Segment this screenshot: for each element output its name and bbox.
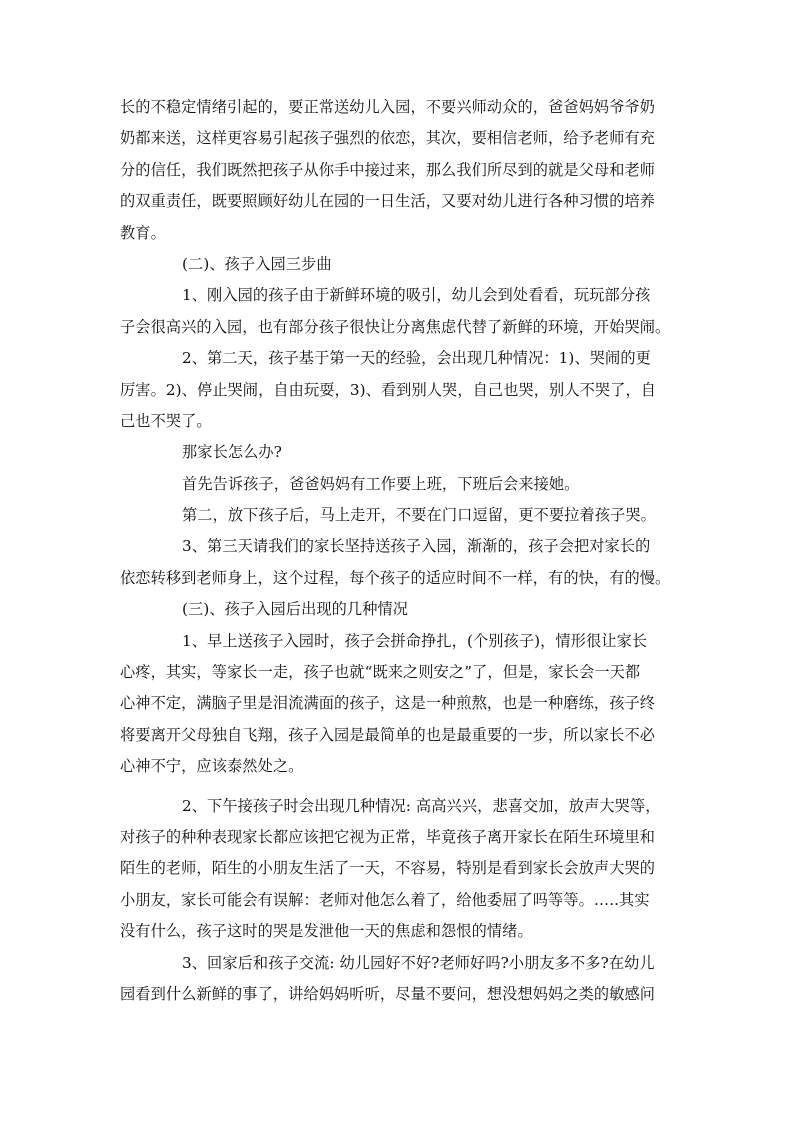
text-line: 心神不宁，应该泰然处之。 <box>120 757 304 776</box>
text-line: 分的信任，我们既然把孩子从你手中接过来，那么我们所尽到的就是父母和老师 <box>120 160 656 179</box>
paragraph <box>120 948 680 1011</box>
paragraph <box>120 626 680 783</box>
text-line: 心疼，其实，等家长一走，孩子也就“既来之则安之”了，但是，家长会一天都 <box>120 663 641 682</box>
text-line: 第二，放下孩子后，马上走开，不要在门口逗留，更不要拉着孩子哭。 <box>182 506 656 525</box>
text-line: 依恋转移到老师身上，这个过程，每个孩子的适应时间不一样，有的快，有的慢。 <box>120 568 671 587</box>
text-line: 小朋友，家长可能会有误解：老师对他怎么着了，给他委屈了吗等等。…..其实 <box>120 890 650 909</box>
paragraph <box>120 280 680 343</box>
text-line: 奶都来送，这样更容易引起孩子强烈的依恋，其次，要相信老师，给予老师有充 <box>120 129 656 148</box>
paragraph <box>120 437 680 468</box>
paragraph <box>120 531 680 594</box>
text-line: 子会很高兴的入园，也有部分孩子很快让分离焦虑代替了新鲜的环境，开始哭闹。 <box>120 317 671 336</box>
paragraph <box>120 500 680 531</box>
text-line: 厉害。2)、停止哭闹，自由玩耍，3)、看到别人哭，自己也哭，别人不哭了，自 <box>120 380 657 399</box>
paragraph <box>120 249 680 280</box>
text-line: 2、下午接孩子时会出现几种情况: 高高兴兴，悲喜交加，放声大哭等， <box>182 796 661 815</box>
text-line: 的双重责任，既要照顾好幼儿在园的一日生活，又要对幼儿进行各种习惯的培养 <box>120 192 656 211</box>
paragraph <box>120 594 680 625</box>
text-line: 对孩子的种种表现家长都应该把它视为正常，毕竟孩子离开家长在陌生环境里和 <box>120 827 656 846</box>
text-line: 心神不定，满脑子里是泪流满面的孩子，这是一种煎熬，也是一种磨练，孩子终 <box>120 694 656 713</box>
text-line: 将要离开父母独自飞翔，孩子入园是最简单的也是最重要的一步，所以家长不必 <box>120 725 656 744</box>
paragraph <box>120 791 680 948</box>
text-line: 那家长怎么办? <box>182 443 282 462</box>
paragraph <box>120 92 680 249</box>
text-line: 2、第二天，孩子基于第一天的经验，会出现几种情况：1)、哭闹的更 <box>182 349 651 368</box>
text-line: 3、第三天请我们的家长坚持送孩子入园，渐渐的，孩子会把对家长的 <box>182 537 651 556</box>
text-line: (三)、孩子入园后出现的几种情况 <box>182 600 409 619</box>
text-line: 长的不稳定情绪引起的，要正常送幼儿入园，不要兴师动众的，爸爸妈妈爷爷奶 <box>120 98 656 116</box>
text-line: 1、刚入园的孩子由于新鲜环境的吸引，幼儿会到处看看，玩玩部分孩 <box>182 286 651 305</box>
text-line: 园看到什么新鲜的事了，讲给妈妈听听，尽量不要问，想没想妈妈之类的敏感问 <box>120 984 656 1003</box>
text-line: (二)、孩子入园三步曲 <box>182 254 332 273</box>
paragraph <box>120 469 680 500</box>
text-line: 己也不哭了。 <box>120 411 212 430</box>
text-line: 陌生的老师，陌生的小朋友生活了一天，不容易，特别是看到家长会放声大哭的 <box>120 859 656 878</box>
text-line: 首先告诉孩子，爸爸妈妈有工作要上班，下班后会来接她。 <box>182 474 580 493</box>
text-line: 1、早上送孩子入园时，孩子会拼命挣扎，(个别孩子)，情形很让家长 <box>182 631 648 650</box>
paragraph <box>120 343 680 437</box>
document-body <box>120 92 680 1010</box>
text-line: 没有什么，孩子这时的哭是发泄他一天的焦虑和怨恨的情绪。 <box>120 922 533 941</box>
text-line: 教育。 <box>120 223 166 242</box>
text-line: 3、回家后和孩子交流: 幼儿园好不好?老师好吗?小朋友多不多?在幼儿 <box>182 953 655 972</box>
